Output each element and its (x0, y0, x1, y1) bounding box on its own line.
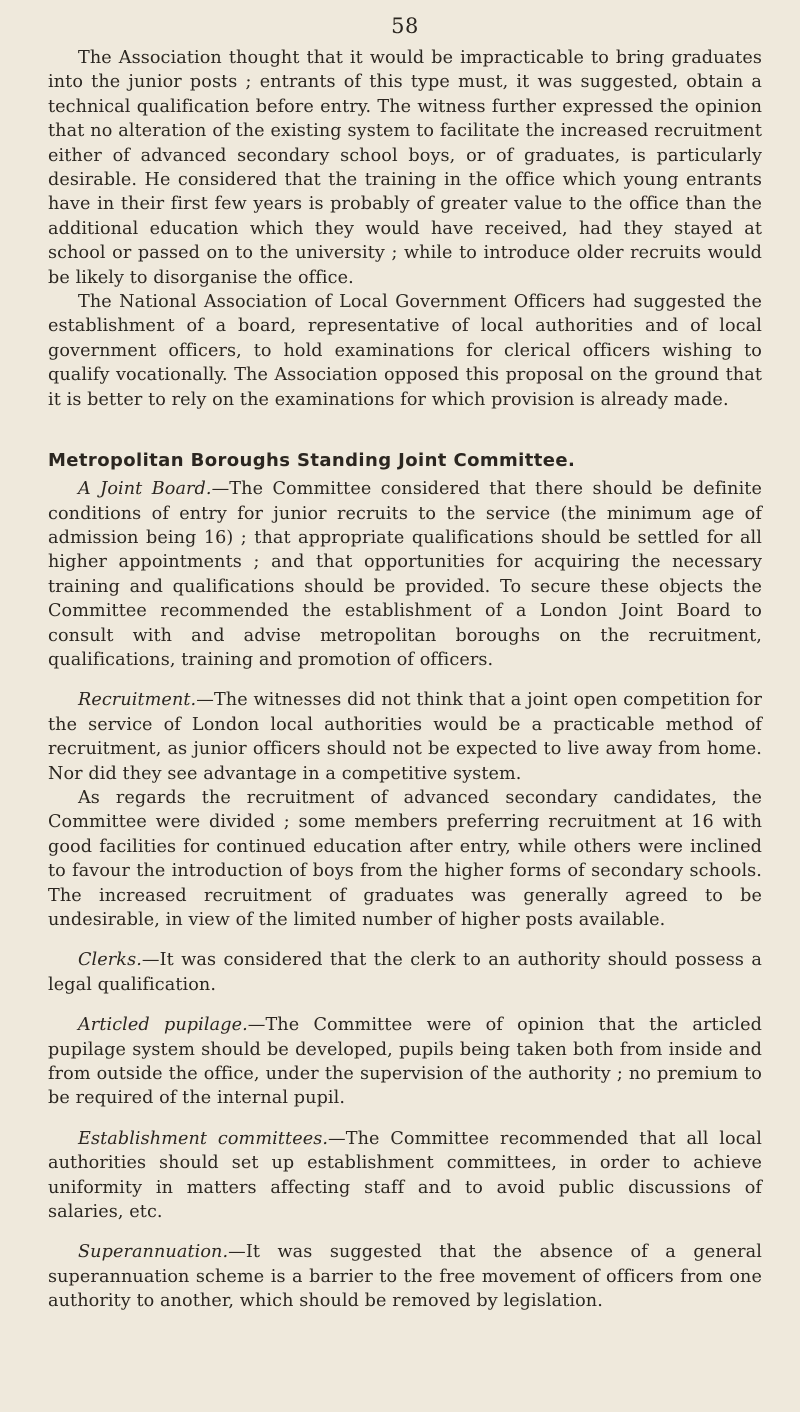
paragraph-superannuation (48, 1240, 762, 1313)
paragraph-recruitment (48, 688, 762, 786)
paragraph-joint-board (48, 477, 762, 672)
paragraph-body: As regards the recruitment of advanced secondary candidates, the Committee were divided ; some members preferring recruitment at 16 with good facilities for continued education after entry, while others were inclined to favour the introduction of boys from the higher forms of secondary schools. The increased recruitment of graduates was generally agreed to be undesirable, in view of the limited number of higher posts available. (48, 787, 762, 930)
paragraph-body: —The Committee considered that there should be definite conditions of entry for junior recruits to the service (the minimum age of admission being 16) ; that appropriate qualifications should be settled for all higher appointments ; and that opportunities for acquiring the necessary training and qualifications should be provided. To secure these objects the Committee recommended the establishment of a London Joint Board to consult with and advise metropolitan boroughs on the recruitment, qualifications, training and promotion of officers. (48, 479, 762, 670)
paragraph-body: —The Committee were of opinion that the articled pupilage system should be developed, pupils being taken both from inside and from outside the office, under the supervision of the authority ; no premium to be required of the internal pupil. (48, 1015, 762, 1109)
paragraph-body: —It was suggested that the absence of a general superannuation scheme is a barrier to the free movement of officers from one authority to another, which should be removed by legislation. (48, 1242, 762, 1312)
paragraph-body: —It was considered that the clerk to an authority should possess a legal qualification. (48, 950, 762, 995)
paragraph-lead: Superannuation. (78, 1242, 229, 1263)
paragraph-association-view: The Association thought that it would be impracticable to bring graduates into the junior posts ; entrants of this type must, it was suggested, obtain a technical qualification before entry. The witness further expressed the opinion that no alteration of the existing system to facilitate the increased recruitment either of advanced secondary school boys, or of graduates, is particularly desirable. He considered that the training in the office which young entrants have in their first few years is probably of greater value to the office than the additional education which they would have received, had they stayed at school or passed on to the university ; while to introduce older recruits would be likely to disorganise the office. (48, 48, 762, 288)
paragraph-nalgo-proposal: The National Association of Local Government Officers had suggested the establishment of a board, representative of local authorities and of local government officers, to hold examinations for clerical officers wishing to qualify vocationally. The Association opposed this proposal on the ground that it is better to rely on the examinations for which provision is already made. (48, 292, 762, 410)
paragraph-articled-pupilage (48, 1013, 762, 1111)
section-heading: Metropolitan Boroughs Standing Joint Committee. (48, 450, 576, 472)
paragraph-clerks (48, 948, 762, 997)
paragraph-lead: A Joint Board. (78, 479, 212, 500)
paragraph-advanced-secondary (48, 786, 762, 932)
paragraph-body: —The Committee recommended that all local authorities should set up establishment committees, in order to achieve uniformity in matters affecting staff and to avoid public discussions of salaries, etc. (48, 1128, 762, 1223)
paragraph-lead: Establishment committees. (78, 1128, 329, 1149)
paragraph-lead: Articled pupilage. (78, 1015, 248, 1036)
paragraph-establishment-committees (48, 1127, 762, 1225)
paragraph-lead: Recruitment. (78, 690, 197, 711)
page-number: 58 (391, 14, 419, 38)
paragraph-lead: Clerks. (78, 950, 142, 971)
paragraph-body: —The witnesses did not think that a joint open competition for the service of London local authorities would be a practicable method of recruitment, as junior officers should not be expected to live away from home. Nor did they see advantage in a competitive system. (48, 690, 762, 784)
